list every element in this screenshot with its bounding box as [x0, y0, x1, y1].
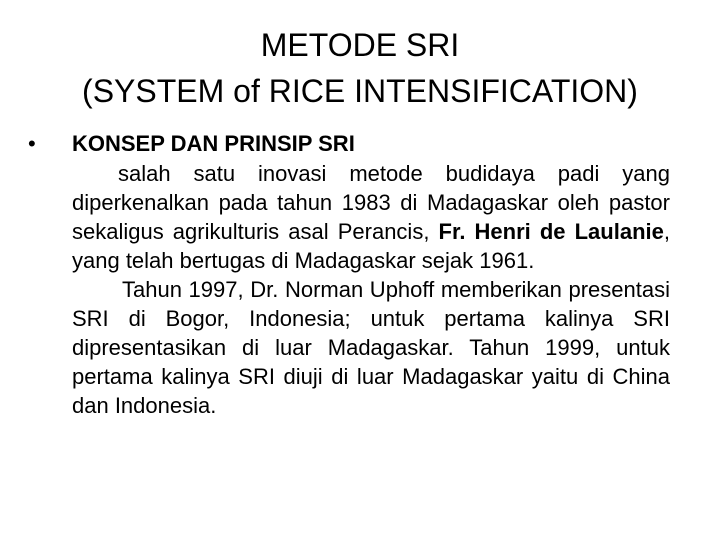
- slide-title: [0, 22, 720, 114]
- person-name: Fr. Henri de Laulanie: [438, 219, 664, 244]
- title-line-2: (SYSTEM of RICE INTENSIFICATION): [82, 73, 638, 109]
- title-line-1: METODE SRI: [260, 27, 460, 63]
- bullet-item: [28, 128, 676, 420]
- section-heading: KONSEP DAN PRINSIP SRI: [72, 131, 355, 156]
- paragraph-presentation: [72, 275, 670, 420]
- paragraph-history-text-b: , yang telah bertugas di Madagaskar sejak 1961.: [72, 219, 670, 273]
- bullet-icon: •: [28, 131, 36, 156]
- bullet-list: [28, 128, 676, 420]
- paragraph-history: [72, 159, 670, 275]
- paragraph-presentation-text: Tahun 1997, Dr. Norman Uphoff memberikan presentasi SRI di Bogor, Indonesia; untuk pertama kalinya SRI dipresentasikan di luar Madagaskar. Tahun 1999, untuk pertama kalinya SRI diuji di luar Madagaskar yaitu di China dan Indonesia.: [72, 277, 670, 418]
- paragraph-history-text-a: salah satu inovasi metode budidaya padi yang diperkenalkan pada tahun 1983 di Madagaskar oleh pastor sekaligus agrikulturis asal Perancis,: [72, 161, 670, 244]
